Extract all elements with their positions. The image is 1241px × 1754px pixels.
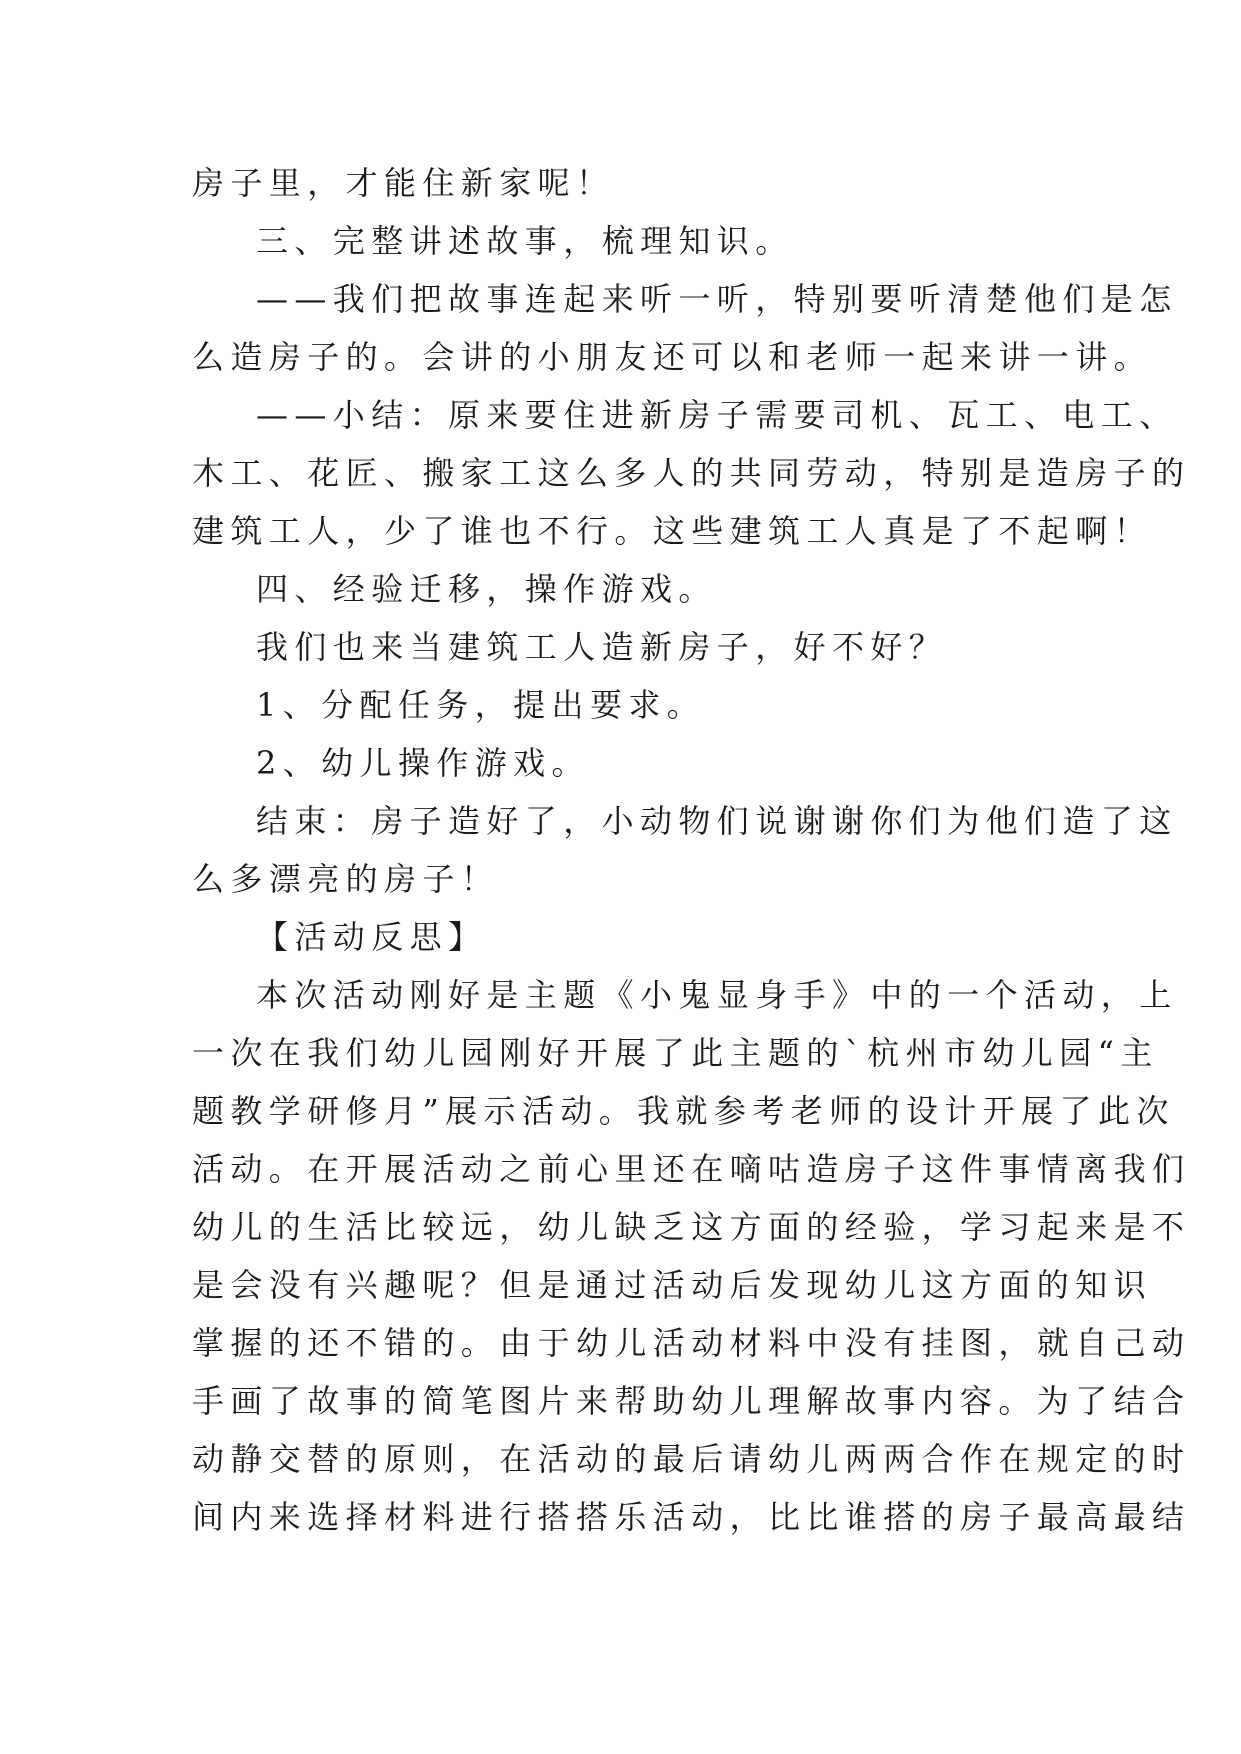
- text-line: 动静交替的原则，在活动的最后请幼儿两两合作在规定的时: [192, 1440, 1191, 1478]
- text-line: 么造房子的。会讲的小朋友还可以和老师一起来讲一讲。: [192, 338, 1153, 376]
- text-line: 么多漂亮的房子！: [192, 860, 500, 898]
- text-line: 木工、花匠、搬家工这么多人的共同劳动，特别是造房子的: [192, 454, 1191, 492]
- text-line: 掌握的还不错的。由于幼儿活动材料中没有挂图，就自己动: [192, 1324, 1191, 1362]
- text-line: 建筑工人，少了谁也不行。这些建筑工人真是了不起啊！: [192, 512, 1153, 550]
- section-heading: 三、完整讲述故事，梳理知识。: [256, 222, 794, 260]
- text-line: 是会没有兴趣呢？但是通过活动后发现幼儿这方面的知识: [192, 1266, 1153, 1304]
- text-line: ——小结：原来要住进新房子需要司机、瓦工、电工、: [256, 396, 1178, 434]
- text-line: 我们也来当建筑工人造新房子，好不好？: [256, 628, 948, 666]
- text-line: 房子里，才能住新家呢！: [192, 164, 615, 202]
- section-heading: 四、经验迁移，操作游戏。: [256, 570, 717, 608]
- text-line: 间内来选择材料进行搭搭乐活动，比比谁搭的房子最高最结: [192, 1498, 1191, 1536]
- section-heading: 【活动反思】: [256, 918, 487, 956]
- text-line: 题教学研修月”展示活动。我就参考老师的设计开展了此次: [192, 1092, 1175, 1130]
- text-line: 结束：房子造好了，小动物们说谢谢你们为他们造了这: [256, 802, 1178, 840]
- text-line: 活动。在开展活动之前心里还在嘀咕造房子这件事情离我们: [192, 1150, 1191, 1188]
- text-line: 幼儿的生活比较远，幼儿缺乏这方面的经验，学习起来是不: [192, 1208, 1191, 1246]
- text-line: 一次在我们幼儿园刚好开展了此主题的`杭州市幼儿园“主: [192, 1034, 1159, 1072]
- text-line: ——我们把故事连起来听一听，特别要听清楚他们是怎: [256, 280, 1178, 318]
- text-line: 手画了故事的简笔图片来帮助幼儿理解故事内容。为了结合: [192, 1382, 1191, 1420]
- list-item: 2、幼儿操作游戏。: [256, 744, 590, 782]
- list-item: 1、分配任务，提出要求。: [256, 686, 706, 724]
- text-line: 本次活动刚好是主题《小鬼显身手》中的一个活动，上: [256, 976, 1178, 1014]
